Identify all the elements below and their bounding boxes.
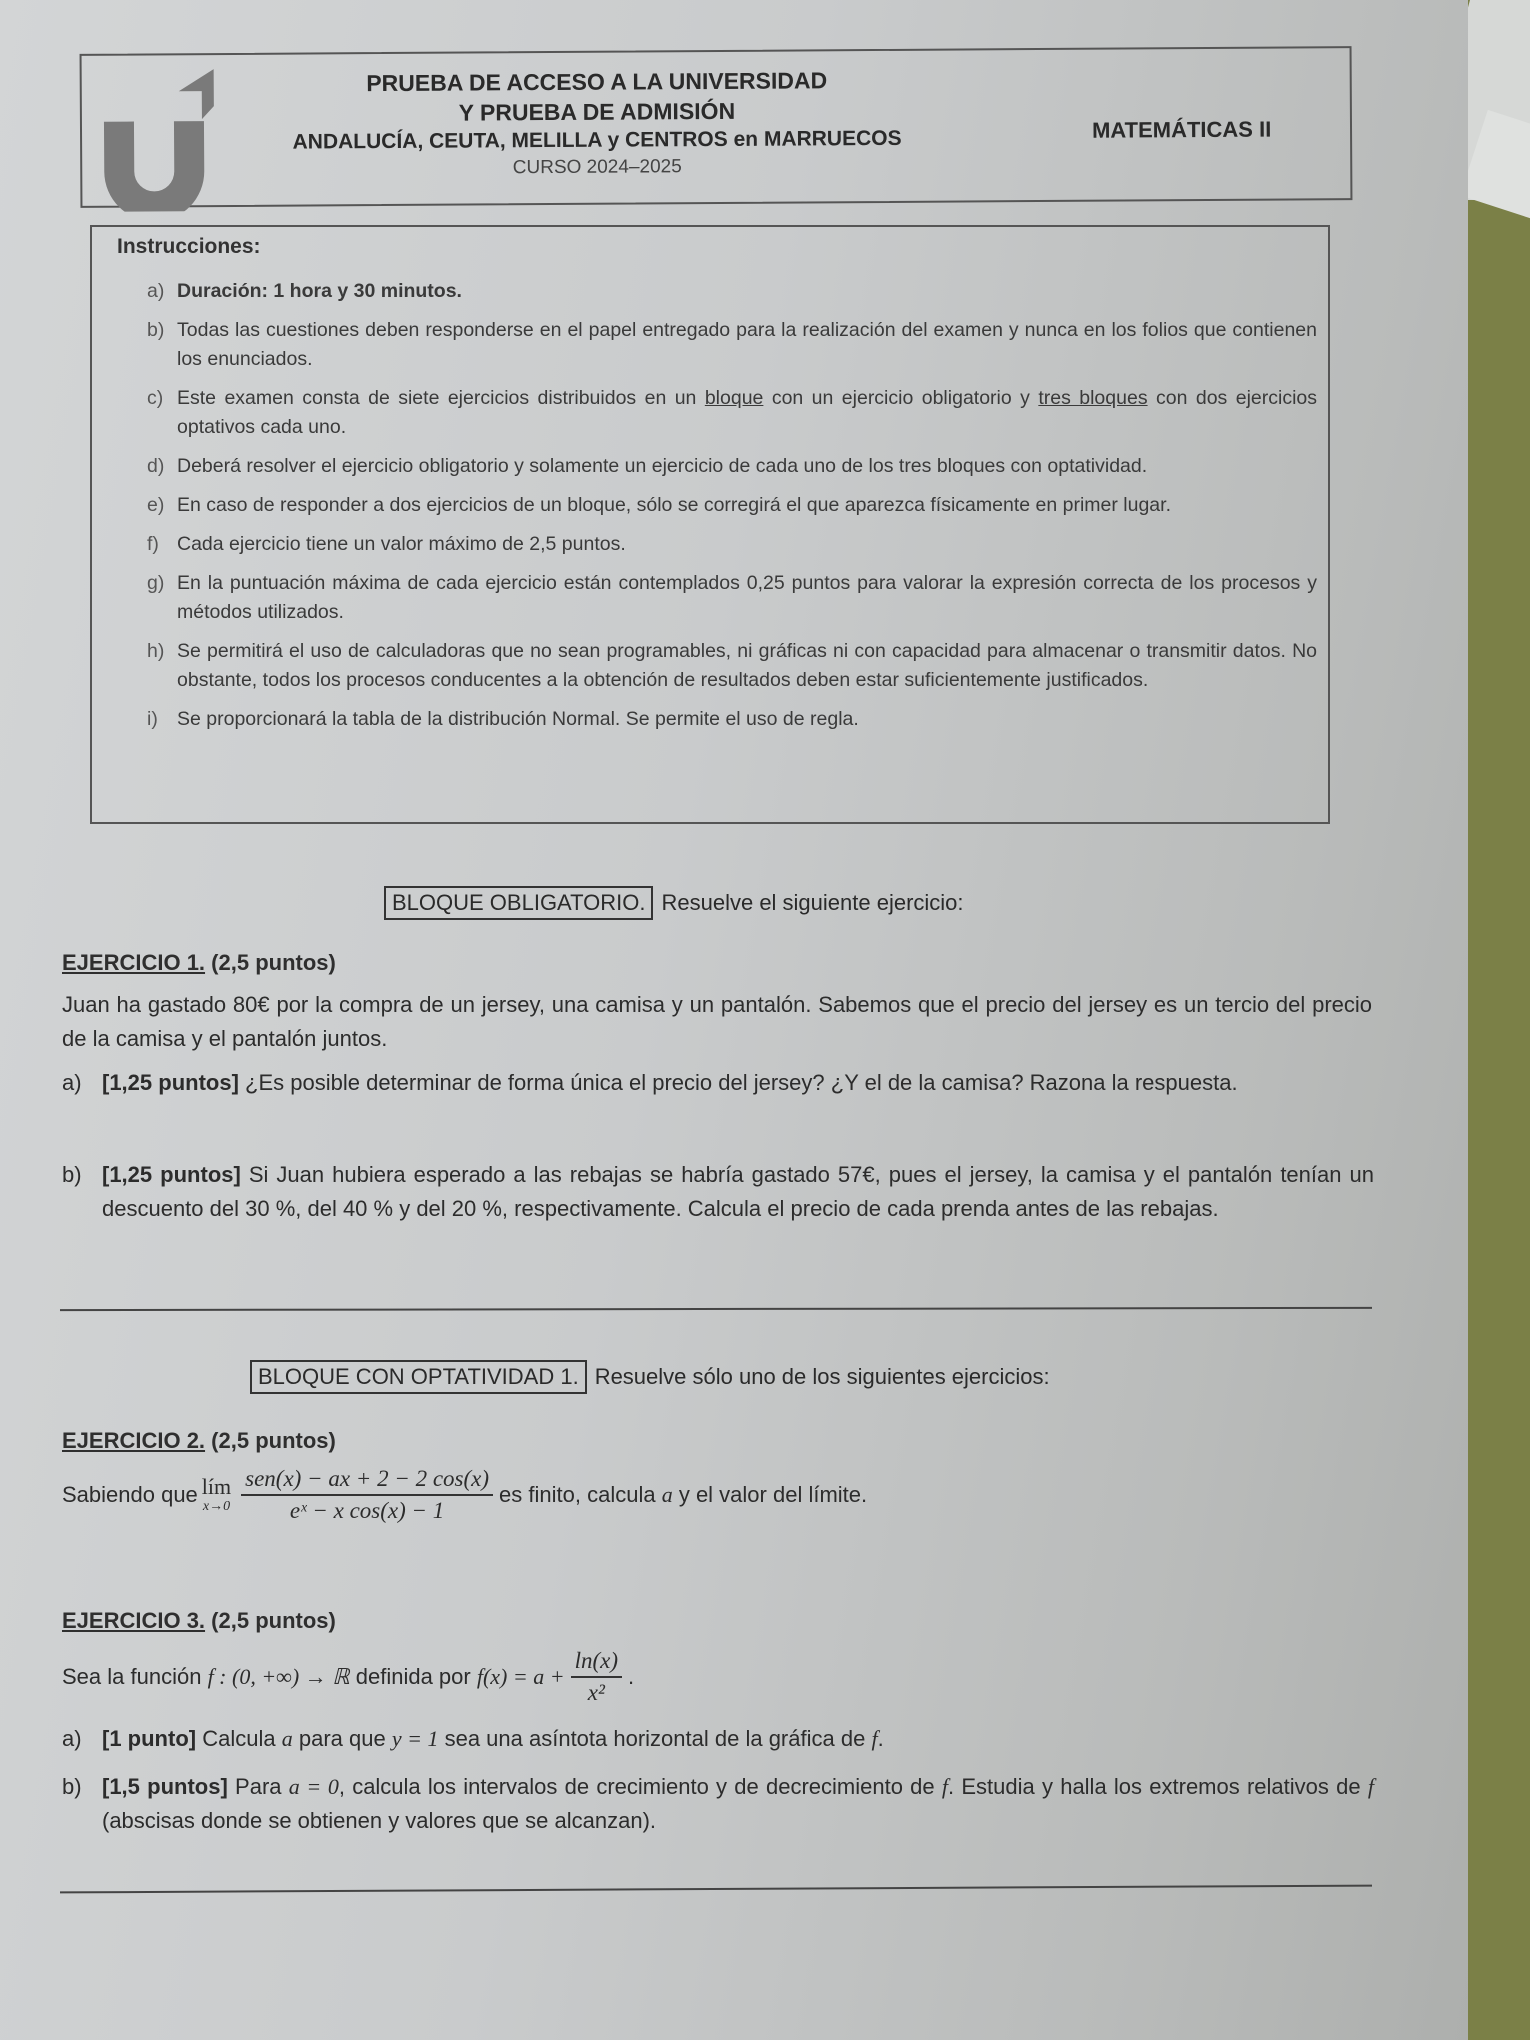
block-heading-optatividad-1 <box>250 1360 1050 1394</box>
block-instruction: Resuelve sólo uno de los siguientes ejercicios: <box>594 1364 1050 1389</box>
instruction-item: e) En caso de responder a dos ejercicios de un bloque, sólo se corregirá el que aparezca físicamente en primer lugar. <box>147 494 1171 516</box>
block-label: BLOQUE OBLIGATORIO. <box>384 886 653 920</box>
header-line-1: PRUEBA DE ACCESO A LA UNIVERSIDAD <box>366 67 828 97</box>
instruction-item: c) Este examen consta de siete ejercicios distribuidos en un bloque con un ejercicio obligatorio y tres bloques con dos ejercicios optativos cada uno. <box>147 387 1318 438</box>
underlined-bloque: bloque <box>704 387 764 409</box>
header-region: ANDALUCÍA, CEUTA, MELILLA y CENTROS en MARRUECOS <box>292 126 902 154</box>
instruction-item: b) Todas las cuestiones deben responderse en el papel entregado para la realización del examen y nunca en los folios que contienen los enunciados. <box>147 319 1317 370</box>
exercise-1-part-b: b) [1,25 puntos] Si Juan hubiera esperado a las rebajas se habría gastado 57€, pues el jersey, la camisa y el pantalón tenían un descuento del 30 %, del 40 % y del 20 %, respectivamente. Calcula el precio de cada prenda antes de las rebajas. <box>62 1162 1374 1221</box>
exercise-2-statement: Sabiendo que lím x→0 $\frac{\text{sen(x) − ax + 2 − 2 cos(x)}}{\text{eˣ − x cos(x) − 1}}$ es finito, calcula a y el valor del límite. <box>62 1464 1372 1526</box>
instruction-item: i) Se proporcionará la tabla de la distribución Normal. Se permite el uso de regla. <box>147 708 859 730</box>
instruction-item: f) Cada ejercicio tiene un valor máximo de 2,5 puntos. <box>147 533 626 555</box>
instruction-item: h) Se permitirá el uso de calculadoras que no sean programables, ni gráficas ni con capacidad para almacenar o transmitir datos. No obstante, todos los procesos conducentes a la obtención de resultados deben estar suficientemente justificados. <box>147 640 1317 691</box>
section-divider <box>60 1307 1372 1311</box>
exercise-2-title: EJERCICIO 2. (2,5 puntos) <box>62 1428 336 1453</box>
underlined-tres-bloques: tres bloques <box>1038 387 1148 409</box>
limit-fraction: $\frac{\text{sen(x) − ax + 2 − 2 cos(x)}}{\text{eˣ − x cos(x) − 1}}$ <box>241 1464 493 1526</box>
block-label: BLOQUE CON OPTATIVIDAD 1. <box>250 1360 587 1394</box>
exercise-3-part-a: a) [1 punto] Calcula a para que y = 1 sea una asíntota horizontal de la gráfica de f. <box>62 1726 884 1751</box>
exercise-3-title: EJERCICIO 3. (2,5 puntos) <box>62 1608 336 1633</box>
exercise-1-part-a: a) [1,25 puntos] ¿Es posible determinar de forma única el precio del jersey? ¿Y el de la camisa? Razona la respuesta. <box>62 1070 1238 1095</box>
block-heading-obligatorio <box>384 886 964 920</box>
header-course: CURSO 2024–2025 <box>512 156 682 179</box>
exercise-1-title: EJERCICIO 1. (2,5 puntos) <box>62 950 336 975</box>
instructions-list <box>147 277 1317 744</box>
instruction-item: g) En la puntuación máxima de cada ejercicio están contemplados 0,25 puntos para valorar la expresión correcta de los procesos y métodos utilizados. <box>147 572 1317 623</box>
exercise-1-statement: Juan ha gastado 80€ por la compra de un jersey, una camisa y un pantalón. Sabemos que el precio del jersey es un tercio del precio de la camisa y el pantalón juntos. <box>62 992 1372 1051</box>
header-line-2: Y PRUEBA DE ADMISIÓN <box>458 97 736 126</box>
section-divider <box>60 1885 1372 1894</box>
instructions-box <box>90 225 1330 824</box>
exercise-3-part-b: b) [1,5 puntos] Para a = 0, calcula los intervalos de crecimiento y de decrecimiento de f. Estudia y halla los extremos relativos de f (abscisas donde se obtienen y valores que se alcanzan). <box>62 1774 1374 1833</box>
subject-title: MATEMÁTICAS II <box>1091 116 1272 143</box>
exam-header <box>80 46 1353 208</box>
block-instruction: Resuelve el siguiente ejercicio: <box>661 890 964 915</box>
function-fraction: $\frac{\ln(x)}{\text{x²}}$ <box>571 1646 622 1708</box>
instructions-title: Instrucciones: <box>117 235 261 258</box>
exercise-3-statement: Sea la función f : (0, +∞) → ℝ definida por f(x) = a + $\frac{\ln(x)}{\text{x²}}$ . <box>62 1646 1372 1708</box>
instruction-item: a) Duración: 1 hora y 30 minutos. <box>147 280 462 302</box>
instruction-item: d) Deberá resolver el ejercicio obligatorio y solamente un ejercicio de cada uno de los tres bloques con optatividad. <box>147 455 1148 477</box>
limit-operator: lím x→0 <box>201 1474 232 1514</box>
